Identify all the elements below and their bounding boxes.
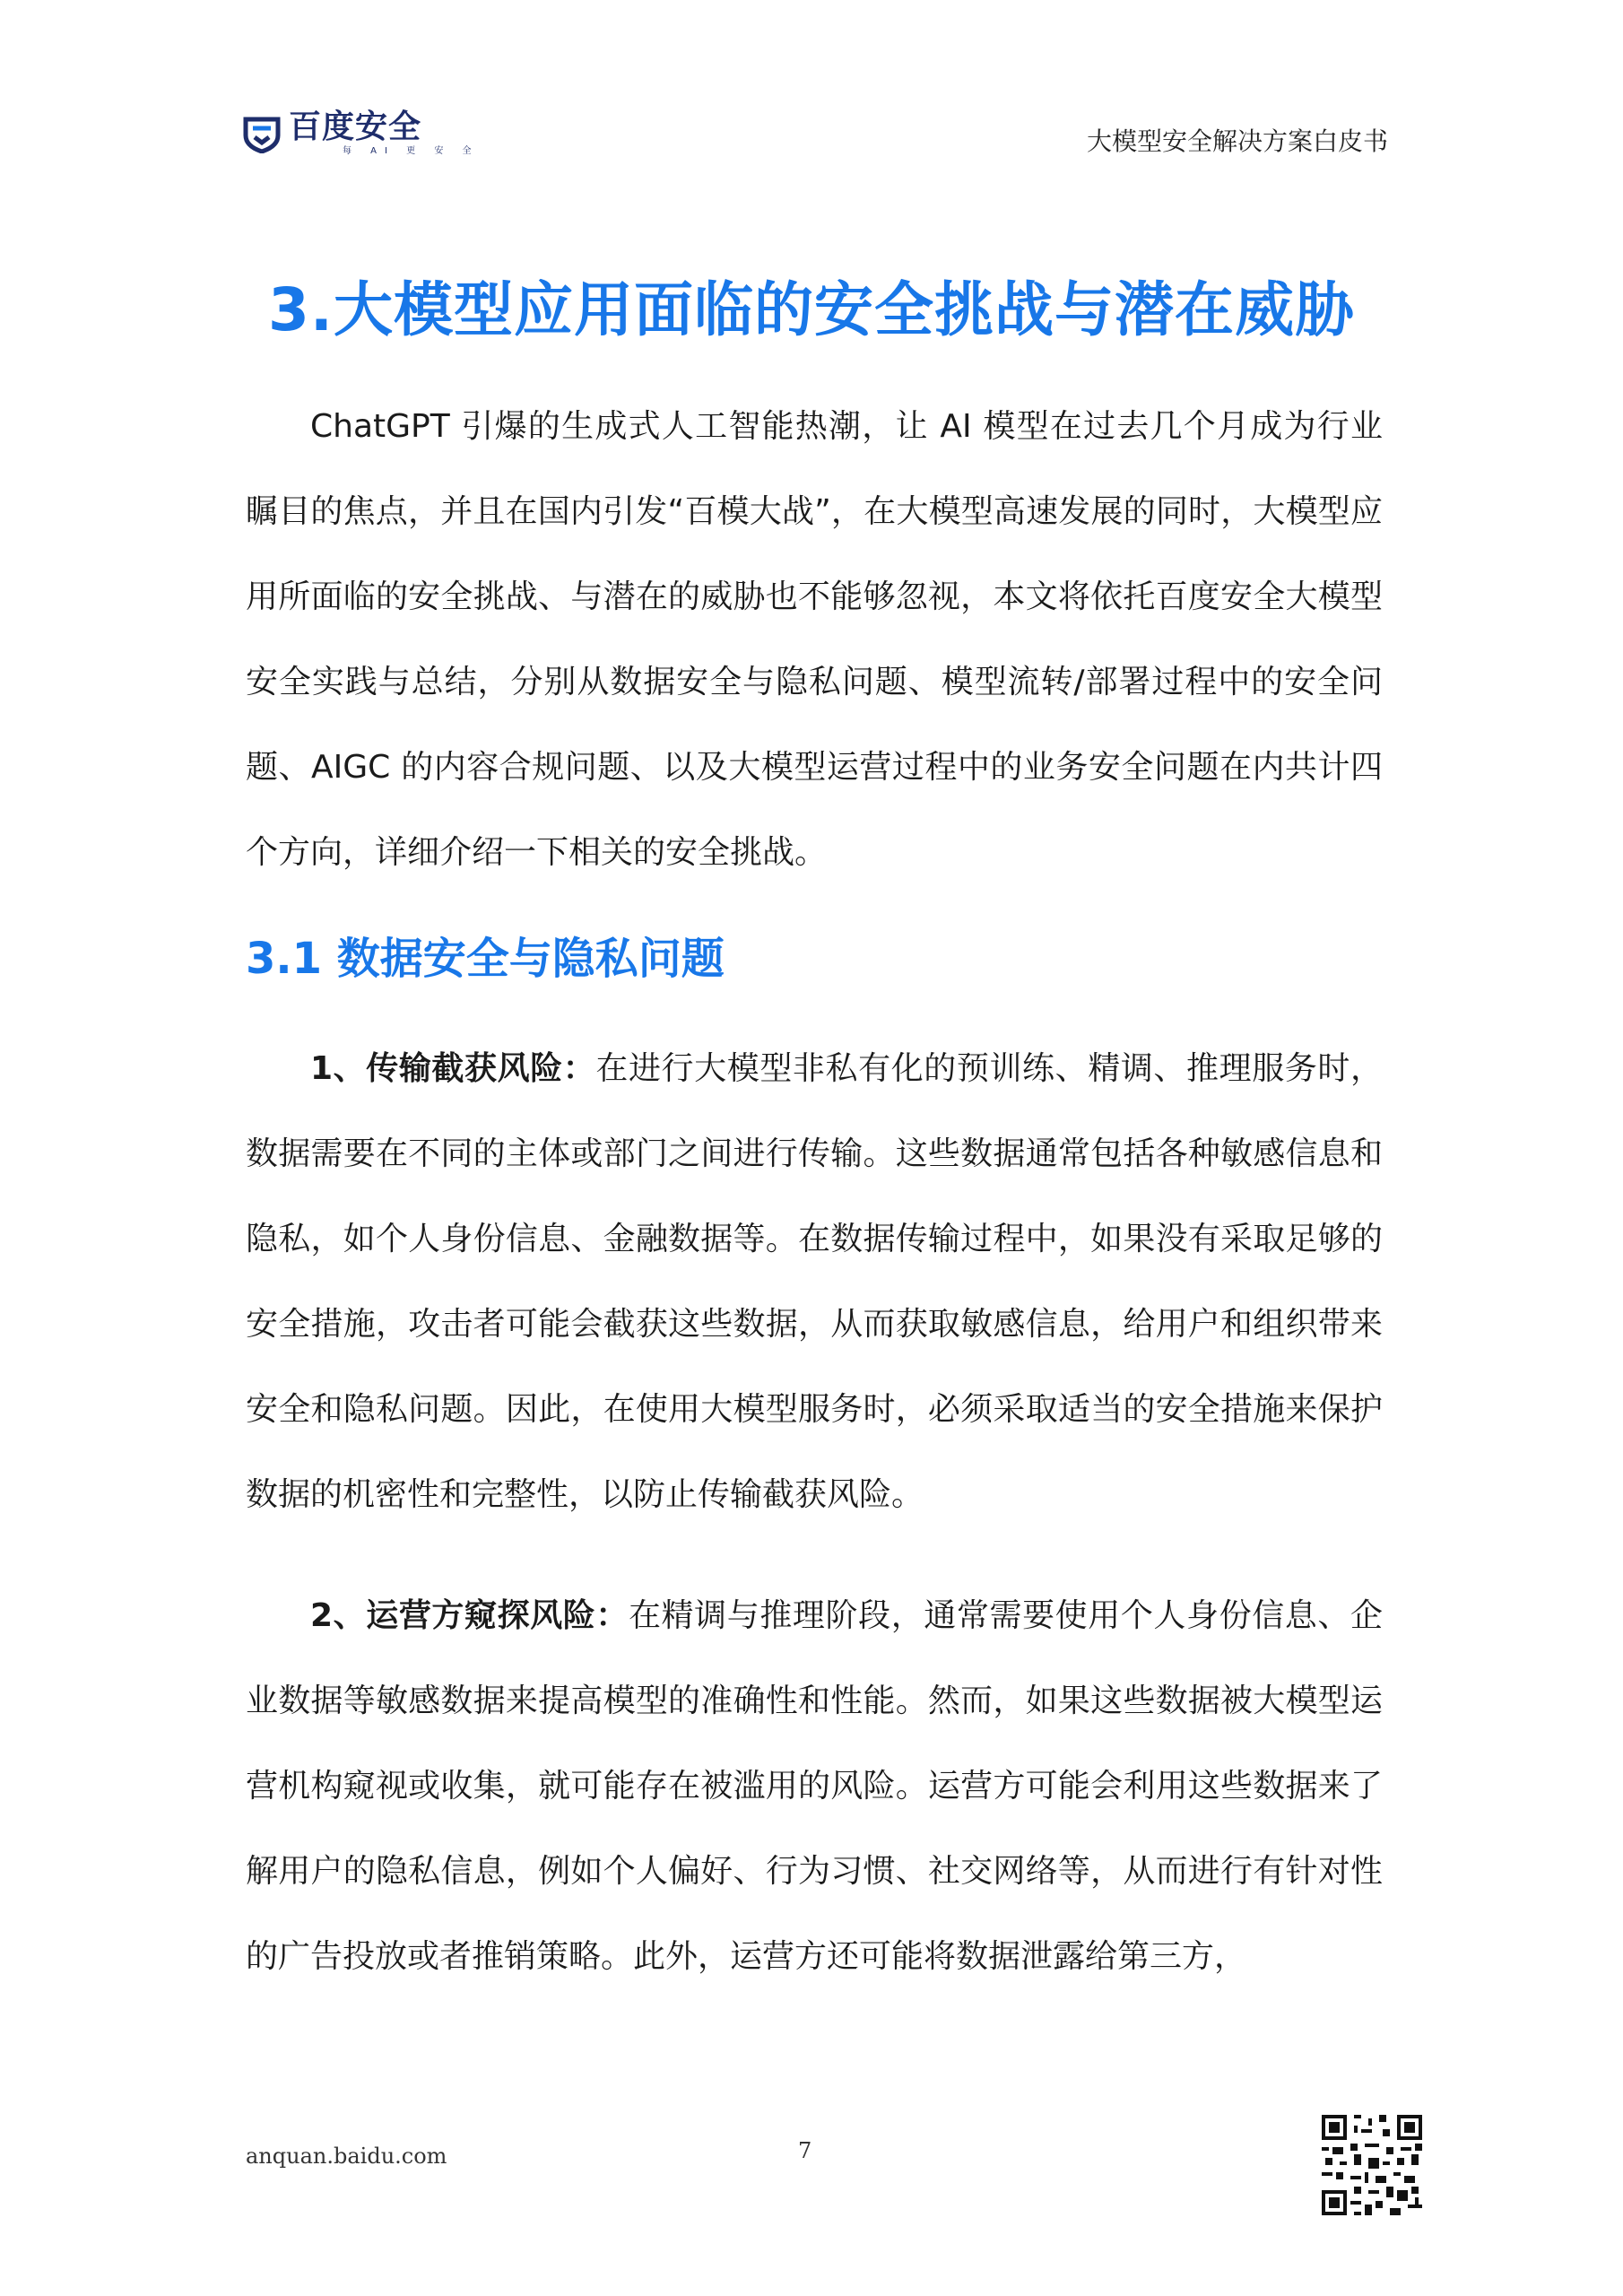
risk-item-lead: 2、运营方窥探风险： bbox=[310, 1597, 629, 1634]
risk-item-lead: 1、传输截获风险： bbox=[310, 1050, 596, 1087]
baidu-security-logo bbox=[242, 111, 480, 156]
qr-code-icon bbox=[1322, 2115, 1422, 2215]
risk-item-transmission bbox=[246, 1026, 1383, 1537]
page-title: 3.大模型应用面临的安全挑战与潜在威胁 bbox=[268, 275, 1355, 345]
page-number: 7 bbox=[798, 2138, 812, 2163]
risk-item-operator bbox=[246, 1573, 1383, 1999]
document-title: 大模型安全解决方案白皮书 bbox=[1086, 126, 1388, 156]
logo-name: 百度安全 bbox=[289, 109, 422, 145]
main-content bbox=[246, 384, 1383, 1999]
logo-slogan: 每 AI 更 安 全 bbox=[343, 146, 480, 156]
intro-paragraph: ChatGPT 引爆的生成式人工智能热潮，让 AI 模型在过去几个月成为行业瞩目的焦点，并且在国内引发“百模大战”，在大模型高速发展的同时，大模型应用所面临的安全挑战、与潜在的威胁也不能够忽视，本文将依托百度安全大模型安全实践与总结，分别从数据安全与隐私问题、模型流转/部署过程中的安全问题、AIGC 的内容合规问题、以及大模型运营过程中的业务安全问题在内共计四个方向，详细介绍一下相关的安全挑战。 bbox=[246, 408, 1383, 871]
section-heading: 3.1 数据安全与隐私问题 bbox=[246, 934, 725, 984]
risk-item-text: 在进行大模型非私有化的预训练、精调、推理服务时，数据需要在不同的主体或部门之间进行传输。这些数据通常包括各种敏感信息和隐私，如个人身份信息、金融数据等。在数据传输过程中，如果没有采取足够的安全措施，攻击者可能会截获这些数据，从而获取敏感信息，给用户和组织带来安全和隐私问题。因此，在使用大模型服务时，必须采取适当的安全措施来保护数据的机密性和完整性，以防止传输截获风险。 bbox=[246, 1050, 1383, 1513]
footer-url: anquan.baidu.com bbox=[246, 2144, 447, 2169]
shield-logo-icon bbox=[242, 114, 282, 153]
risk-item-text: 在精调与推理阶段，通常需要使用个人身份信息、企业数据等敏感数据来提高模型的准确性和性能。然而，如果这些数据被大模型运营机构窥视或收集，就可能存在被滥用的风险。运营方可能会利用这些数据来了解用户的隐私信息，例如个人偏好、行为习惯、社交网络等，从而进行有针对性的广告投放或者推销策略。此外，运营方还可能将数据泄露给第三方， bbox=[246, 1597, 1383, 1975]
